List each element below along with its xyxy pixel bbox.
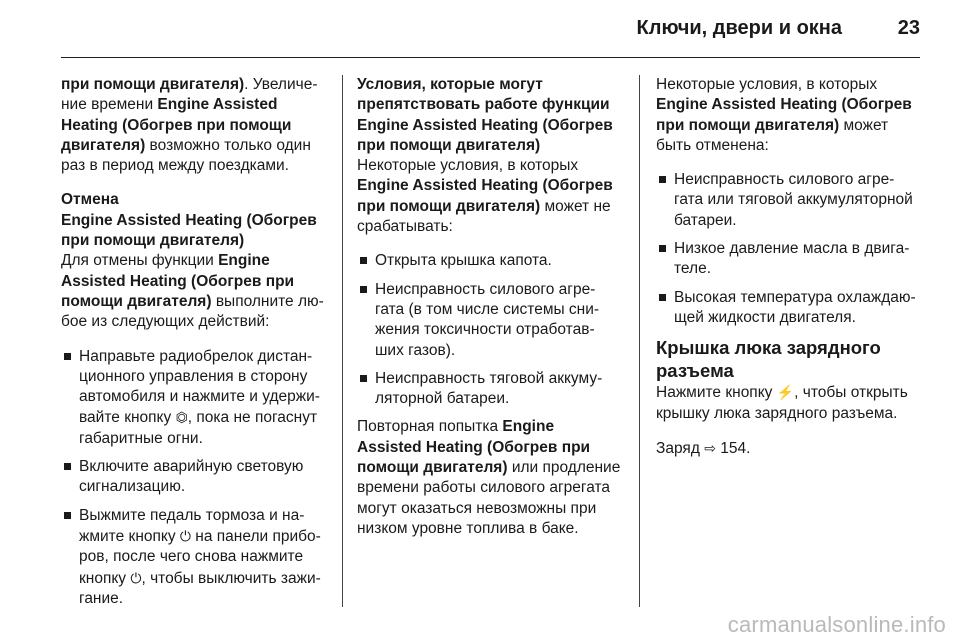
text: Для отмены функции [61, 252, 219, 270]
list-item: Направьте радиобрелок дистан-ционного управления в сторону автомобиля и нажмите и удержи-вайте кнопку ⏣, пока не погаснут габаритные огни. [61, 347, 326, 449]
list-item: Низкое давление масла в двига-теле. [656, 239, 921, 280]
power-button-icon: ⏻ [130, 569, 142, 586]
paragraph [61, 75, 326, 176]
watermark: carmanualsonline.info [727, 612, 946, 637]
power-button-icon: ⏻ [179, 527, 191, 544]
text: Нажмите кнопку [656, 384, 777, 402]
list-item: Включите аварийную световую сигнализацию. [61, 457, 326, 498]
remote-start-icon: ⏣ [175, 409, 188, 426]
bold-text: Engine Assisted Heating (Обогрев при помощи двигателя) [61, 252, 295, 310]
charge-port-icon: ⚡ [776, 384, 795, 401]
bold-text: Engine Assisted Heating (Обогрев при помощи двигателя) [357, 177, 613, 215]
paragraph [357, 417, 622, 539]
text: выполните лю-бое из следующих действий: [61, 292, 324, 331]
bullet-list [357, 251, 622, 409]
paragraph [656, 75, 921, 156]
column-1 [61, 75, 326, 617]
section-heading: Крышка люка зарядного разъема [656, 337, 881, 382]
header-rule [61, 57, 920, 58]
list-item: Выжмите педаль тормоза и на-жмите кнопку ⏻ на панели прибо-ров, после чего снова нажмите кнопку ⏻, чтобы выключить зажи-гание. [61, 506, 326, 609]
list-item: Высокая температура охлаждаю-щей жидкости двигателя. [656, 288, 921, 329]
bullet-list [61, 347, 326, 610]
bold-text: при помощи двигателя) [61, 76, 245, 93]
text: возможно только один раз в период между поездками. [61, 136, 311, 175]
section-heading: Отмена [61, 191, 119, 209]
reference-arrow-icon: ⇨ [704, 439, 716, 456]
text: Заряд [656, 439, 705, 457]
bold-text: Engine Assisted Heating (Обогрев при помощи двигателя) [656, 96, 912, 134]
paragraph [61, 190, 326, 332]
page-title: Ключи, двери и окна [636, 17, 842, 39]
page-header [0, 0, 960, 58]
list-item: Неисправность тяговой аккуму-ляторной батареи. [357, 369, 622, 410]
text: или продление времени работы силового агрегата могут оказаться невозможны при низком уровне топлива в баке. [357, 459, 621, 537]
list-item: Открыта крышка капота. [357, 251, 622, 271]
text: может быть отменена: [656, 116, 889, 154]
text: 154. [715, 439, 751, 457]
page-number: 23 [897, 17, 920, 39]
text: . Увеличе-ние времени [61, 76, 318, 114]
paragraph [656, 382, 921, 424]
text: Некоторые условия, в которых [357, 157, 579, 175]
bullet-list [656, 170, 921, 328]
paragraph [357, 156, 622, 237]
column-2 [357, 75, 622, 553]
text: Некоторые условия, в которых [656, 76, 878, 93]
list-item: Неисправность силового агре-гата или тяговой аккумуляторной батареи. [656, 170, 921, 231]
bold-text: Engine Assisted Heating (Обогрев при помощи двигателя) [61, 96, 292, 154]
section-heading: Engine Assisted Heating (Обогрев при помощи двигателя) [61, 211, 317, 250]
text: , чтобы открыть крышку люка зарядного разъема. [656, 384, 908, 422]
section-heading: Условия, которые могут препятствовать работе функции Engine Assisted Heating (Обогрев при помощи двигателя) [357, 76, 613, 154]
text: Повторная попытка [357, 418, 503, 436]
column-divider [639, 75, 640, 607]
column-3 [656, 75, 921, 473]
bold-text: Engine Assisted Heating (Обогрев при помощи двигателя) [357, 418, 591, 477]
paragraph [656, 438, 921, 459]
text: может не срабатывать: [357, 197, 611, 236]
column-divider [342, 75, 343, 607]
list-item: Неисправность силового агре-гата (в том числе системы сни-жения токсичности отработав-ших газов). [357, 280, 622, 361]
